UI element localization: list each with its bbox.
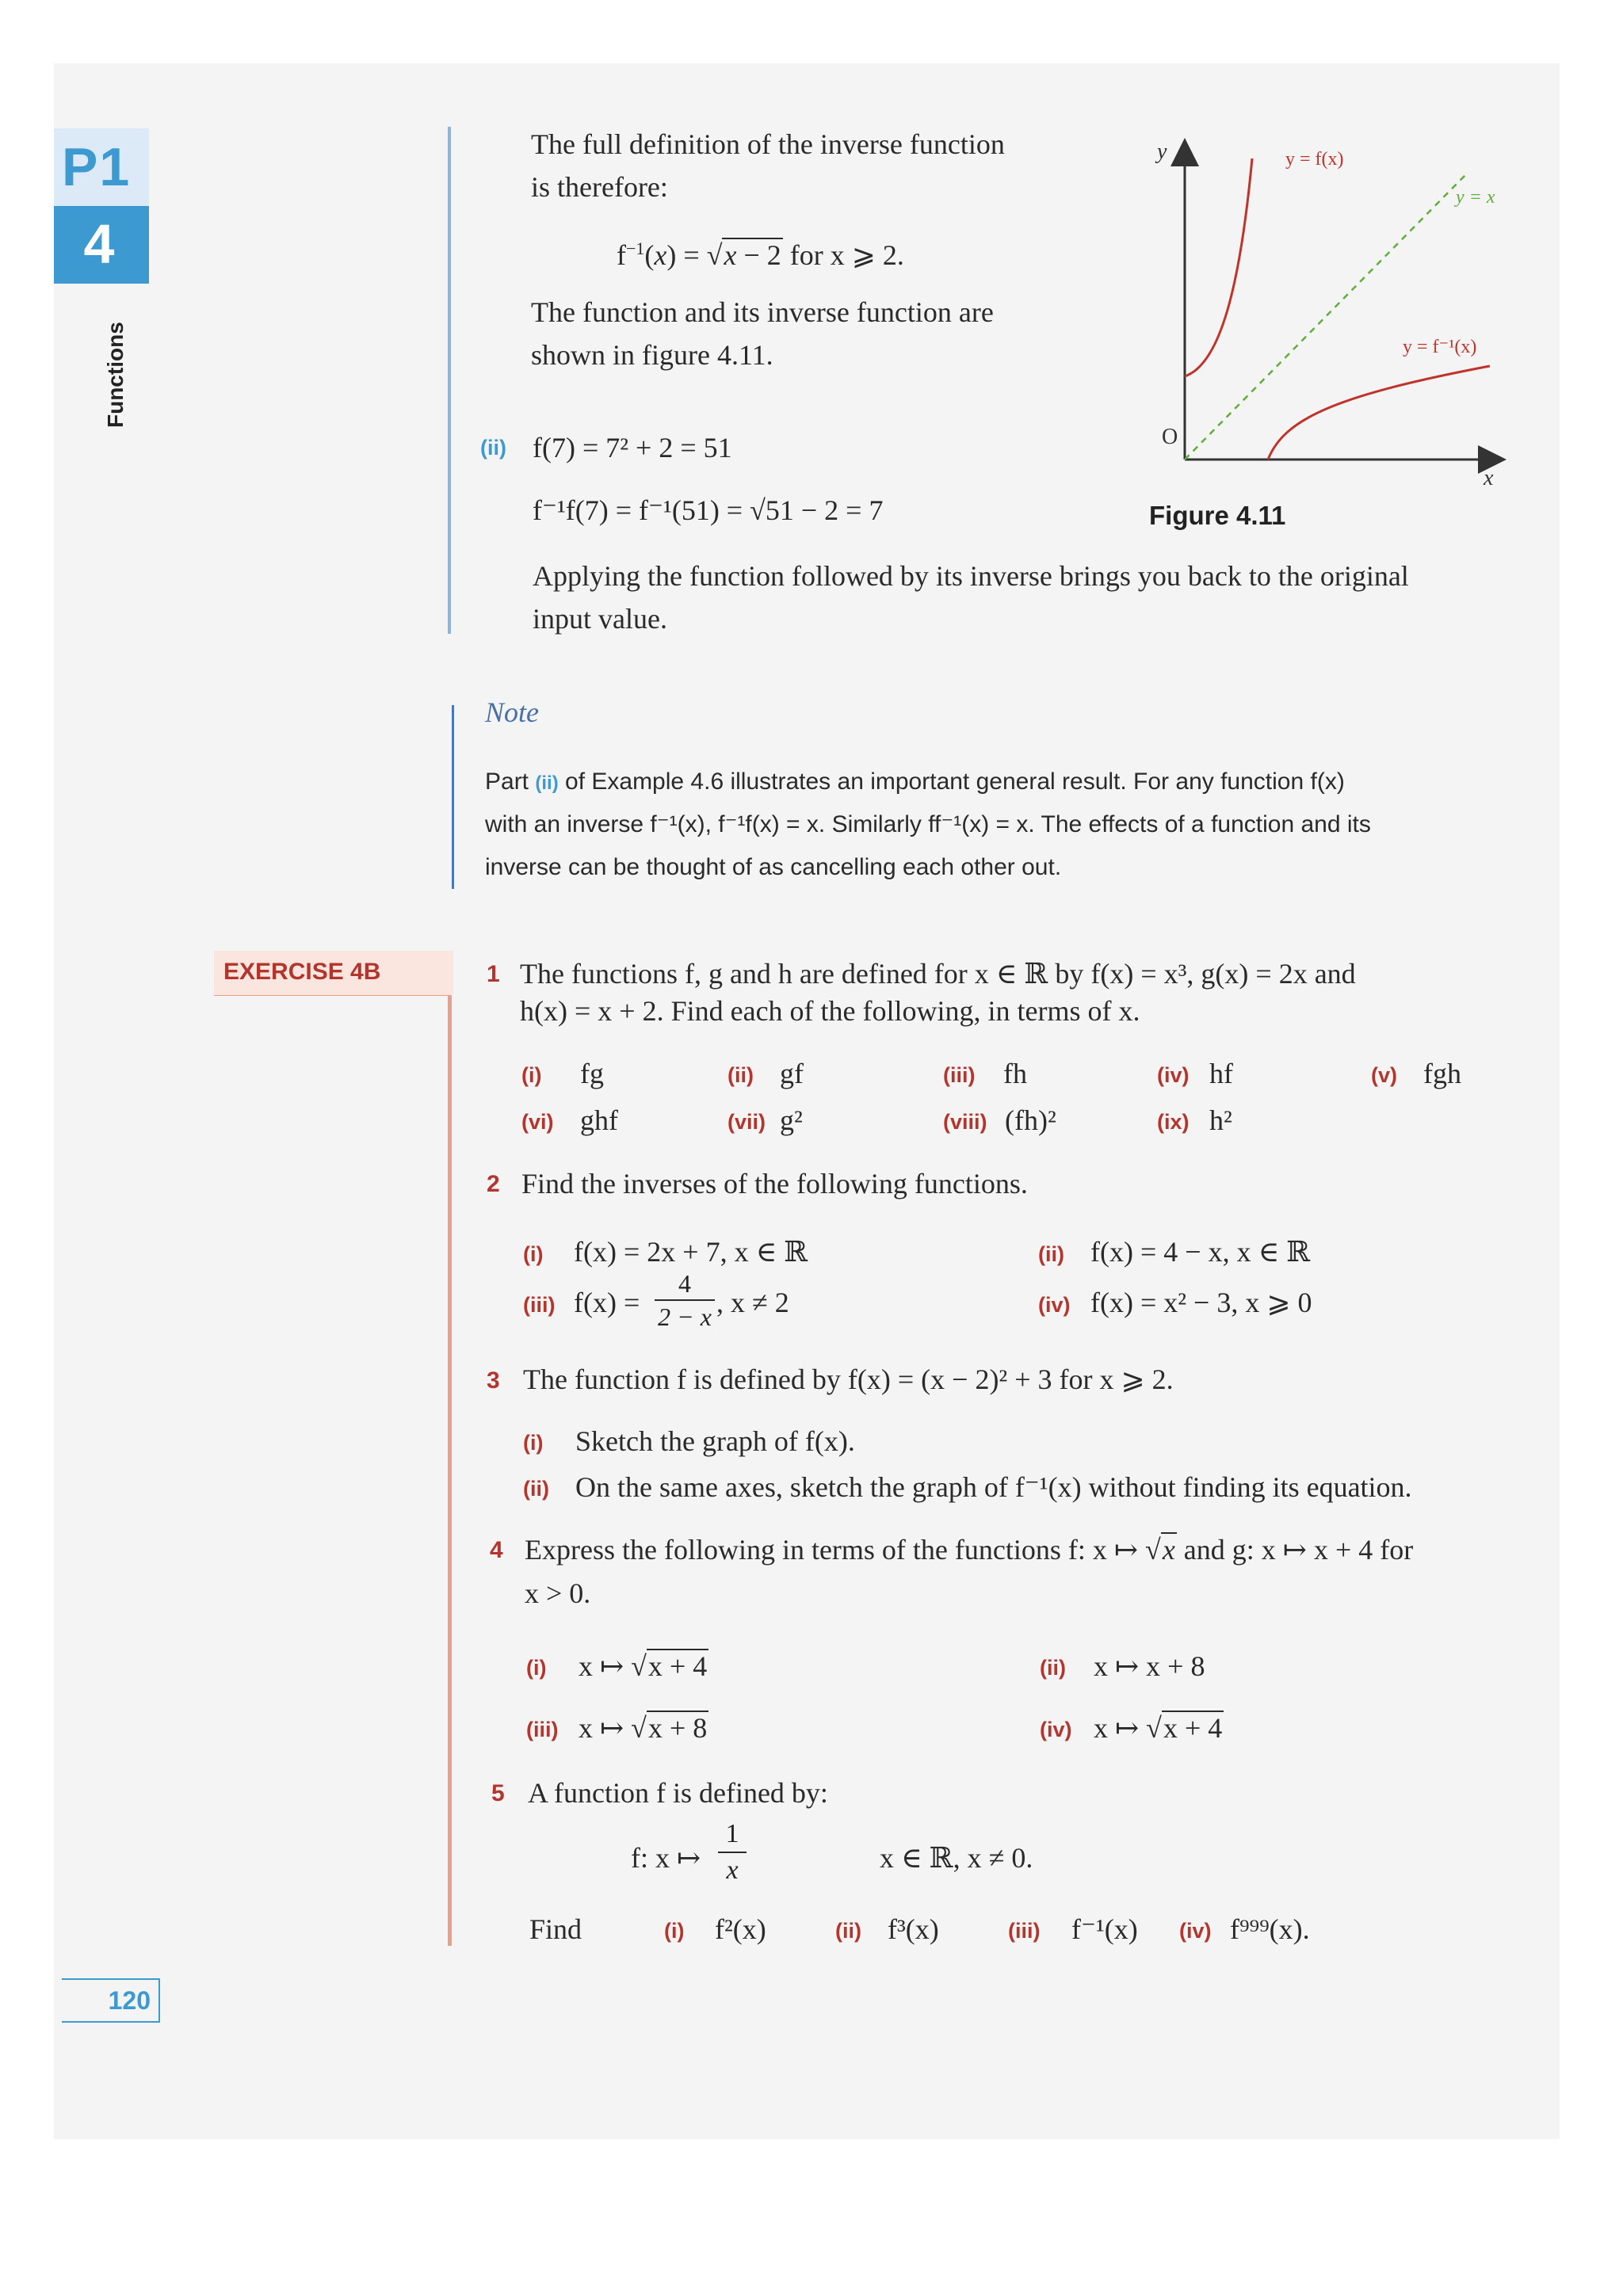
page-number: 120	[108, 1986, 151, 2015]
part-tab	[54, 128, 149, 206]
q1-line1: The functions f, g and h are defined for x ∈ ℝ by f(x) = x³, g(x) = 2x and	[520, 958, 1356, 990]
chapter-number: 4	[83, 213, 115, 275]
curve-f-inverse	[1268, 366, 1490, 460]
q3-line1: The function f is defined by f(x) = (x − 2)² + 3 for x ⩾ 2.	[523, 1363, 1174, 1395]
note-part-ii: (ii)	[535, 772, 559, 794]
q5-line1: A function f is defined by:	[528, 1777, 828, 1809]
q4-part-label: (i)	[526, 1656, 547, 1680]
q1-part-text: fgh	[1423, 1058, 1461, 1089]
q1-part-text: h²	[1209, 1104, 1232, 1136]
note-line2: with an inverse f⁻¹(x), f⁻¹f(x) = x. Similarly ff⁻¹(x) = x. The effects of a function and its	[485, 811, 1371, 837]
q1-part-label: (v)	[1371, 1063, 1397, 1087]
intro-line1: The full definition of the inverse function	[531, 128, 1005, 160]
q4-line1-a: Express the following in terms of the functions f: x ↦	[525, 1534, 1146, 1566]
q1-part-label: (vi)	[521, 1110, 554, 1134]
origin-label: O	[1162, 425, 1178, 449]
figure-caption: Figure 4.11	[1149, 501, 1286, 530]
q1-number: 1	[487, 961, 500, 987]
q4-part-pre: x ↦	[579, 1650, 632, 1682]
q1-part-label: (iii)	[943, 1063, 976, 1087]
q3-part-text: On the same axes, sketch the graph of f⁻¹(x) without finding its equation.	[575, 1471, 1412, 1503]
part-ii-line2: f⁻¹f(7) = f⁻¹(51) = √51 − 2 = 7	[533, 494, 884, 526]
note-line1-a: Part	[485, 769, 536, 795]
q4-part-sqrt: x + 4	[647, 1650, 708, 1682]
q5-part-label: (iii)	[1008, 1919, 1041, 1943]
q5-number: 5	[491, 1780, 505, 1806]
q1-line2: h(x) = x + 2. Find each of the following, in terms of x.	[520, 995, 1140, 1027]
exercise-rule	[448, 995, 452, 1946]
label-y-equals-x: y = x	[1456, 187, 1495, 208]
q4-line1-b: and g: x ↦ x + 4 for	[1176, 1534, 1414, 1566]
q4-part-ii: x ↦ x + 8	[1094, 1650, 1205, 1682]
q1-part-text: (fh)²	[1005, 1104, 1056, 1136]
label-f-inverse: y = f⁻¹(x)	[1403, 337, 1477, 357]
q4-part-pre: x ↦	[1094, 1712, 1147, 1744]
fraction-numerator: 1	[725, 1819, 739, 1848]
fraction-numerator: 4	[678, 1269, 691, 1298]
chapter-tab	[54, 206, 149, 284]
intro-line4: shown in figure 4.11.	[531, 339, 773, 371]
note-line1-b: of Example 4.6 illustrates an important general result. For any function f(x)	[558, 769, 1345, 795]
note-line1	[485, 761, 1345, 805]
q5-part-text: f⁻¹(x)	[1071, 1913, 1138, 1945]
q2-part-iii-lhs: f(x) =	[574, 1287, 640, 1318]
q1-part-text: ghf	[580, 1104, 618, 1136]
q4-part-iv: x ↦ √x + 4	[1094, 1712, 1223, 1744]
q2-part-text: f(x) = 2x + 7, x ∈ ℝ	[574, 1236, 808, 1268]
part-ii-line4: input value.	[533, 603, 667, 635]
q2-part-text: f(x) = 4 − x, x ∈ ℝ	[1090, 1236, 1311, 1268]
q3-part-text: Sketch the graph of f(x).	[575, 1425, 855, 1457]
q4-line1: Express the following in terms of the functions f: x ↦ √x and g: x ↦ x + 4 for	[525, 1534, 1414, 1566]
q5-part-text: f²(x)	[715, 1913, 766, 1945]
note-heading: Note	[485, 696, 539, 728]
q1-part-text: g²	[780, 1104, 803, 1136]
part-ii-line1: f(7) = 7² + 2 = 51	[533, 432, 732, 463]
inverse-formula: $f^{-1}(x) = √x - 2$ for x ⩾ 2.	[617, 238, 904, 271]
exercise-title: EXERCISE 4B	[223, 959, 381, 985]
q4-part-i: x ↦ √x + 4	[579, 1650, 708, 1682]
q2-part-label: (ii)	[1038, 1242, 1064, 1266]
fraction-denominator: 2 − x	[655, 1299, 715, 1333]
example-rule	[448, 127, 451, 634]
q1-part-text: fg	[580, 1058, 604, 1089]
q4-part-label: (iii)	[526, 1718, 559, 1741]
q1-part-text: hf	[1209, 1058, 1233, 1089]
q3-number: 3	[487, 1367, 500, 1394]
q4-line2: x > 0.	[525, 1577, 591, 1609]
x-axis-label: x	[1484, 466, 1494, 490]
q3-part-label: (ii)	[523, 1477, 549, 1501]
q5-part-text: f⁹⁹⁹(x).	[1230, 1913, 1310, 1945]
page-number-box	[62, 1978, 160, 2023]
q4-part-sqrt: x + 4	[1163, 1712, 1223, 1744]
q3-part-label: (i)	[523, 1431, 544, 1455]
intro-line2: is therefore:	[531, 171, 668, 203]
note-line3: inverse can be thought of as cancelling each other out.	[485, 854, 1062, 880]
q1-part-label: (viii)	[943, 1110, 987, 1134]
q2-part-iii-domain: , x ≠ 2	[716, 1287, 789, 1318]
q4-part-label: (iv)	[1040, 1718, 1072, 1741]
q5-find: Find	[529, 1913, 582, 1945]
q4-part-pre: x ↦	[579, 1712, 632, 1744]
curve-f	[1185, 158, 1252, 376]
fraction-denominator: x	[718, 1852, 747, 1888]
q5-part-label: (ii)	[835, 1919, 861, 1943]
line-y-equals-x	[1185, 174, 1466, 460]
q2-line1: Find the inverses of the following functions.	[521, 1168, 1028, 1199]
q5-part-label: (iv)	[1179, 1919, 1212, 1943]
q4-sqrt-arg: x	[1162, 1534, 1175, 1566]
q1-part-label: (ix)	[1157, 1110, 1190, 1134]
q1-part-label: (vii)	[727, 1110, 766, 1134]
q1-part-text: gf	[780, 1058, 804, 1089]
q2-part-label: (iii)	[523, 1293, 556, 1317]
q4-number: 4	[490, 1537, 503, 1563]
q5-def-lhs: f: x ↦	[631, 1842, 701, 1874]
exercise-heading-box	[214, 951, 453, 995]
intro-line3: The function and its inverse function are	[531, 296, 994, 328]
part-ii-label: (ii)	[480, 436, 506, 460]
q5-fraction	[718, 1817, 747, 1888]
part-label: P1	[62, 137, 132, 197]
figure-graph	[1125, 127, 1537, 499]
q5-part-label: (i)	[664, 1919, 685, 1943]
y-axis-label: y	[1157, 139, 1167, 164]
q1-part-label: (ii)	[727, 1063, 754, 1087]
q1-part-label: (i)	[521, 1063, 542, 1087]
q2-part-label: (i)	[523, 1242, 544, 1266]
q5-domain: x ∈ ℝ, x ≠ 0.	[880, 1842, 1033, 1874]
q2-part-text: f(x) = x² − 3, x ⩾ 0	[1090, 1287, 1312, 1318]
q4-part-iii: x ↦ √x + 8	[579, 1712, 708, 1744]
part-ii-line3: Applying the function followed by its inverse brings you back to the original	[533, 560, 1409, 592]
note-rule	[452, 705, 454, 889]
chapter-title: Functions	[103, 322, 128, 428]
q5-part-text: f³(x)	[888, 1913, 939, 1945]
formula-domain: for x ⩾ 2.	[789, 239, 904, 271]
q4-part-sqrt: x + 8	[647, 1712, 708, 1744]
q1-part-text: fh	[1003, 1058, 1027, 1089]
q2-fraction	[655, 1268, 715, 1333]
label-f: y = f(x)	[1285, 149, 1344, 170]
q4-part-label: (ii)	[1040, 1656, 1066, 1680]
q2-number: 2	[487, 1171, 500, 1197]
q2-part-label: (iv)	[1038, 1293, 1071, 1317]
q1-part-label: (iv)	[1157, 1063, 1190, 1087]
